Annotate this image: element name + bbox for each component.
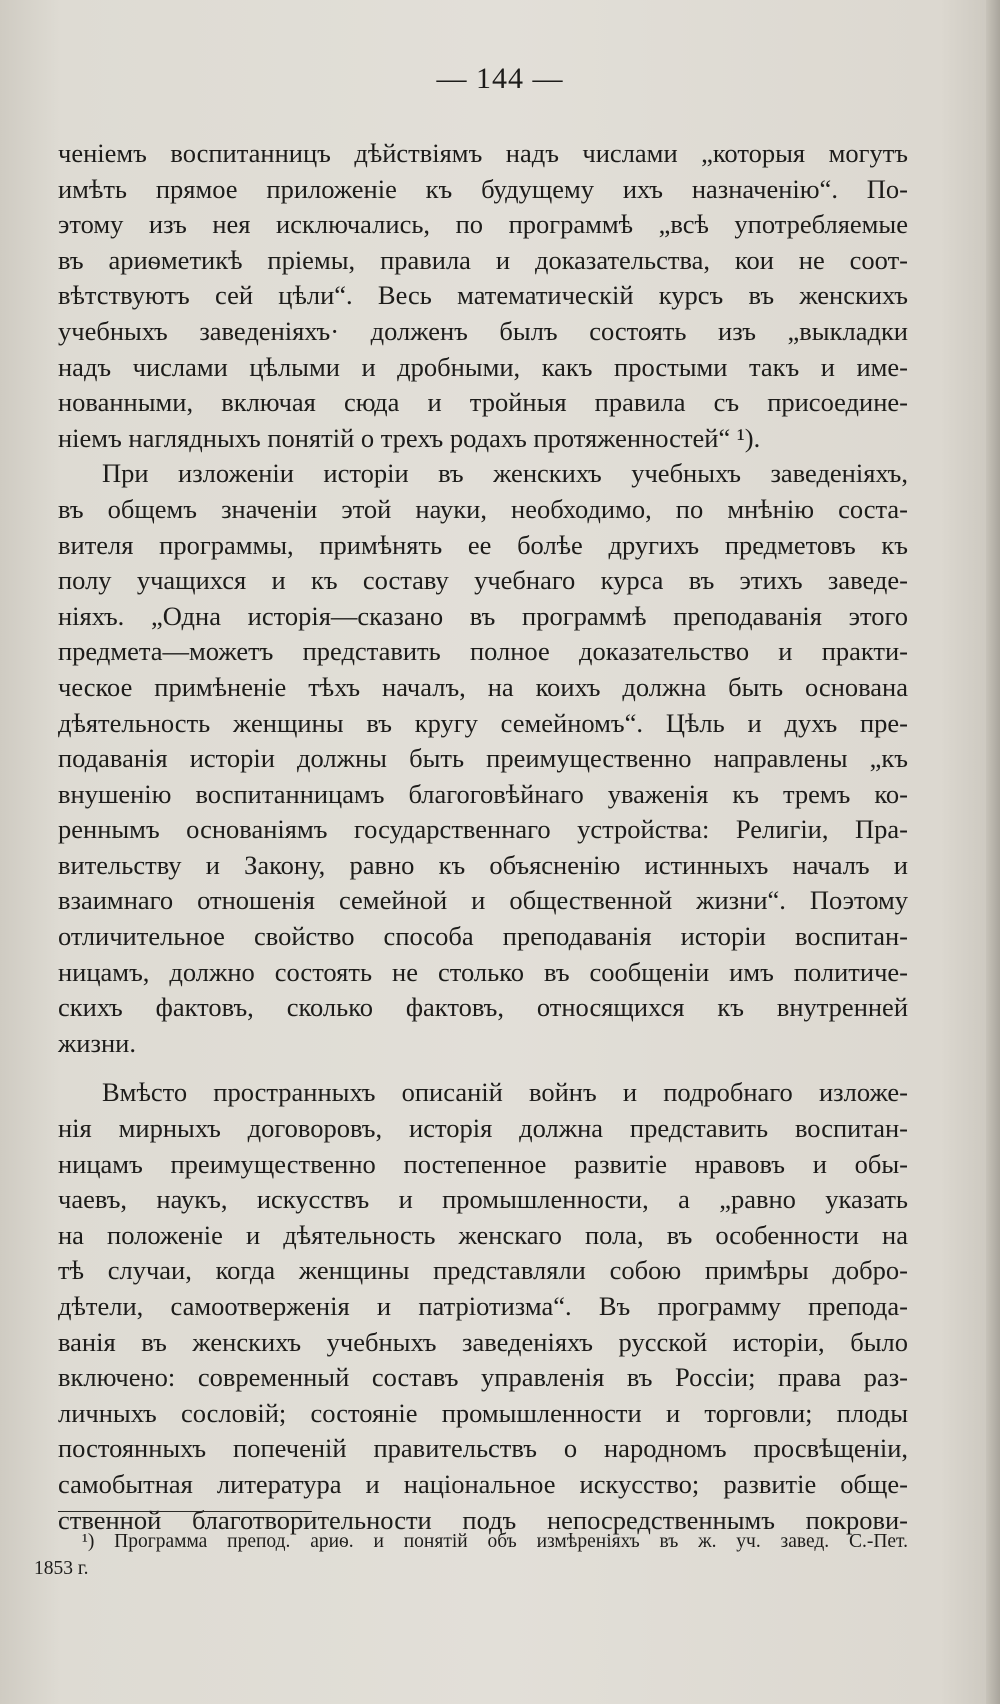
paragraph-2: [58, 456, 908, 1061]
text-line: тѣ случаи, когда женщины представляли собою примѣры добро-: [58, 1255, 908, 1286]
text-line: самобытная литература и національное искусство; развитіе обще-: [58, 1468, 908, 1499]
text-line: чаевъ, наукъ, искусствъ и промышленности, а „равно указать: [58, 1184, 908, 1215]
text-line: подаванія исторіи должны быть преимущественно направлены „къ: [58, 743, 908, 774]
text-line: постоянныхъ попеченій правительствъ о народномъ просвѣщеніи,: [58, 1433, 908, 1464]
text-line: включено: современный составъ управленія въ Россіи; права раз-: [58, 1362, 908, 1393]
text-line: вителя программы, примѣнять ее болѣе другихъ предметовъ къ: [58, 529, 908, 560]
text-line: вѣтствуютъ сей цѣли“. Весь математическій курсъ въ женскихъ: [58, 280, 908, 311]
text-line: вительству и Закону, равно къ объясненію истинныхъ началъ и: [58, 849, 908, 880]
text-line: Вмѣсто пространныхъ описаній войнъ и подробнаго изложе-: [102, 1077, 908, 1108]
text-line: внушенію воспитанницамъ благоговѣйнаго уваженія къ тремъ ко-: [58, 778, 908, 809]
footnote-line: 1853 г.: [34, 1558, 89, 1579]
text-line: ницамъ преимущественно постепенное развитіе нравовъ и обы-: [58, 1148, 908, 1179]
text-line: учебныхъ заведеніяхъ· долженъ былъ состоять изъ „выкладки: [58, 315, 908, 346]
text-line: нованными, включая сюда и тройныя правила съ присоедине-: [58, 387, 908, 418]
text-line: на положеніе и дѣятельность женскаго пола, въ особенности на: [58, 1219, 908, 1250]
text-line: отличительное свойство способа преподаванія исторіи воспитан-: [58, 921, 908, 952]
text-line: При изложеніи исторіи въ женскихъ учебныхъ заведеніяхъ,: [102, 458, 908, 489]
page-number: — 144 —: [436, 62, 564, 95]
text-line: надъ числами цѣлыми и дробными, какъ простыми такъ и име-: [58, 351, 908, 382]
text-line: ственной благотворительности подъ непосредственнымъ покрови-: [58, 1504, 908, 1535]
text-line: скихъ фактовъ, сколько фактовъ, относящихся къ внутренней: [58, 992, 908, 1023]
text-line: ницамъ, должно состоять не столько въ сообщеніи имъ политиче-: [58, 956, 908, 987]
page-spine-shadow: [986, 0, 1000, 1704]
footnote-line: ¹) Программа препод. ариѳ. и понятій объ измѣреніяхъ въ ж. уч. завед. С.-Пет.: [82, 1531, 908, 1552]
paragraph-gap: [58, 1061, 908, 1075]
text-line: предмета—можетъ представить полное доказательство и практи-: [58, 636, 908, 667]
paragraph-1: [58, 136, 908, 456]
text-line: дѣятельность женщины въ кругу семейномъ“. Цѣль и духъ пре-: [58, 707, 908, 738]
text-line: полу учащихся и къ составу учебнаго курса въ этихъ заведе-: [58, 565, 908, 596]
text-line: въ общемъ значеніи этой науки, необходимо, по мнѣнію соста-: [58, 493, 908, 524]
text-line: ніяхъ. „Одна исторія—сказано въ программѣ преподаванія этого: [58, 600, 908, 631]
text-line: этому изъ нея исключались, по программѣ „всѣ употребляемые: [58, 209, 908, 240]
text-line: реннымъ основаніямъ государственнаго устройства: Религіи, Пра-: [58, 814, 908, 845]
text-line: имѣть прямое приложеніе къ будущему ихъ назначенію“. По-: [58, 173, 908, 204]
text-line: ченіемъ воспитанницъ дѣйствіямъ надъ числами „которыя могутъ: [58, 138, 908, 168]
text-line: дѣтели, самоотверженія и патріотизма“. Въ программу препода-: [58, 1291, 908, 1321]
footnote: [34, 1528, 908, 1582]
text-line: нія мирныхъ договоровъ, исторія должна представить воспитан-: [58, 1113, 908, 1144]
text-line: ніемъ наглядныхъ понятій о трехъ родахъ протяженностей“ ¹).: [58, 422, 761, 453]
text-line: жизни.: [58, 1027, 136, 1058]
text-line: взаимнаго отношенія семейной и общественной жизни“. Поэтому: [58, 885, 908, 916]
text-line: личныхъ сословій; состояніе промышленности и торговли; плоды: [58, 1397, 908, 1428]
paragraph-3: [58, 1075, 908, 1538]
text-line: въ ариѳметикѣ пріемы, правила и доказательства, кои не соот-: [58, 244, 908, 275]
body-text: [58, 136, 908, 1538]
text-line: ческое примѣненіе тѣхъ началъ, на коихъ должна быть основана: [58, 671, 908, 702]
footnote-rule: [58, 1511, 312, 1512]
text-line: ванія въ женскихъ учебныхъ заведеніяхъ русской исторіи, было: [58, 1326, 908, 1357]
